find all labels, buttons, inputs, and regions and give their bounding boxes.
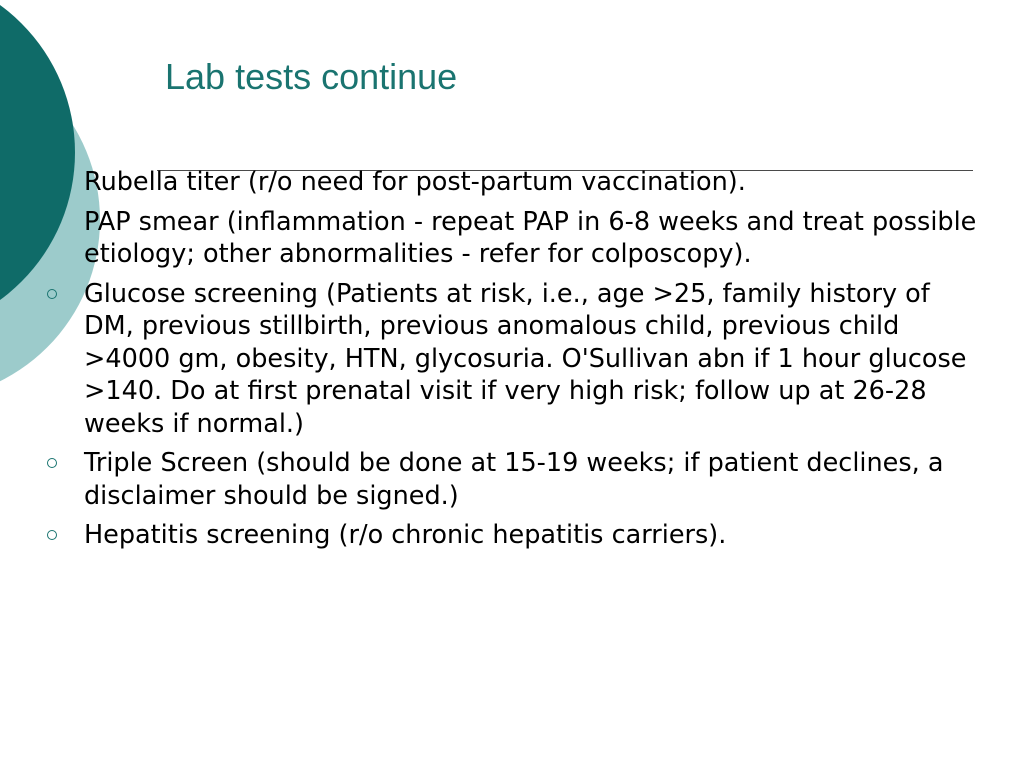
bullet-text: PAP smear (inflammation - repeat PAP in 6-8 weeks and treat possible etiology; other abnormalities - refer for colposcopy). <box>84 206 977 269</box>
bullet-item-rubella <box>44 166 984 199</box>
bullet-text: Hepatitis screening (r/o chronic hepatitis carriers). <box>84 520 727 550</box>
bullet-item-hepatitis <box>44 519 984 552</box>
bullet-item-triple-screen <box>44 447 984 512</box>
hollow-circle-bullet-icon <box>47 289 57 299</box>
bullet-item-pap-smear <box>44 206 984 271</box>
bullet-item-glucose <box>44 278 984 441</box>
hollow-circle-bullet-icon <box>47 458 57 468</box>
hollow-circle-bullet-icon <box>47 530 57 540</box>
bullet-text: Rubella titer (r/o need for post-partum vaccination). <box>84 167 746 197</box>
bullet-text: Glucose screening (Patients at risk, i.e., age >25, family history of DM, previous stillbirth, previous anomalous child, previous child >4000 gm, obesity, HTN, glycosuria. O'Sullivan abn if 1 hour glucose >140. Do at first prenatal visit if very high risk; follow up at 26-28 weeks if normal.) <box>84 278 967 439</box>
bullet-text: Triple Screen (should be done at 15-19 weeks; if patient declines, a disclaimer should be signed.) <box>84 448 944 511</box>
bullet-list <box>44 166 984 559</box>
slide-title: Lab tests continue <box>165 56 458 97</box>
